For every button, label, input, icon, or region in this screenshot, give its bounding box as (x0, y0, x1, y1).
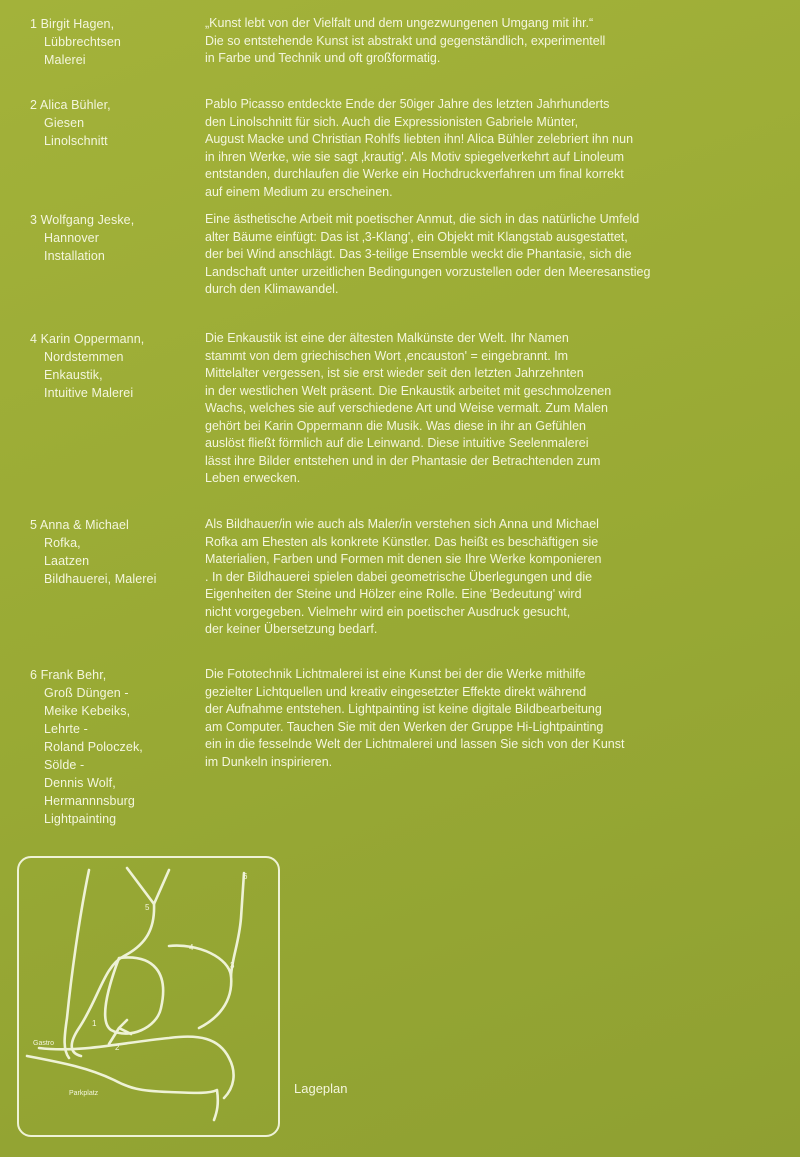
description-line: gehört bei Karin Oppermann die Musik. Was diese in ihr an Gefühlen (205, 418, 586, 433)
description-line: Landschaft unter urzeitlichen Bedingungen vorzustellen oder den Meeresanstieg (205, 264, 651, 279)
artist-line: Meike Kebeiks, (44, 704, 131, 718)
map-path-center (72, 904, 154, 1056)
artist-line: 2 Alica Bühler, (30, 98, 111, 112)
artist-line: Intuitive Malerei (44, 386, 134, 400)
artist-line: 4 Karin Oppermann, (30, 332, 145, 346)
description-line: Die Fototechnik Lichtmalerei ist eine Kunst bei der die Werke mithilfe (205, 667, 586, 681)
artist-info (30, 211, 200, 265)
artist-line: Laatzen (44, 554, 90, 568)
map-marker-5: 5 (145, 903, 150, 912)
map-path-fork (127, 868, 169, 904)
description-line: nicht vorgegeben. Vielmehr wird ein poetischer Ausdruck gesucht, (205, 604, 571, 619)
description-line: Pablo Picasso entdeckte Ende der 50iger Jahre des letzten Jahrhunderts (205, 97, 610, 111)
artist-description (205, 211, 765, 299)
description-line: im Dunkeln inspirieren. (205, 754, 333, 769)
description-line: Materialien, Farben und Formen mit denen sie Ihre Werke komponieren (205, 552, 602, 566)
artist-line: Roland Poloczek, (44, 740, 143, 754)
artist-line: Lightpainting (44, 812, 117, 826)
artist-info (30, 330, 200, 402)
description-line: entstanden, durchlaufen die Werke ein Hochdruckverfahren um final korrekt (205, 167, 624, 181)
description-line: Die so entstehende Kunst ist abstrakt und gegenständlich, experimentell (205, 33, 606, 48)
artist-line: 1 Birgit Hagen, (30, 17, 115, 31)
description-line: durch den Klimawandel. (205, 282, 339, 296)
description-line: Leben erwecken. (205, 471, 301, 485)
map-paths (19, 858, 282, 1139)
artist-line: Groß Düngen - (44, 686, 129, 700)
map-marker-6: 6 (243, 872, 248, 881)
artist-line: Enkaustik, (44, 368, 103, 382)
description-line: Wachs, welches sie auf verschiedene Art und Weise vermalt. Zum Malen (205, 401, 608, 415)
description-line: in Farbe und Technik und oft großformatig. (205, 51, 441, 65)
description-line: auslöst fließt förmlich auf die Leinwand. Diese intuitive Seelenmalerei (205, 436, 589, 450)
description-line: lässt ihre Bilder entstehen und in der Phantasie der Betrachtenden zum (205, 453, 601, 468)
map-caption: Lageplan (294, 1081, 348, 1096)
artist-info (30, 15, 200, 69)
artist-info (30, 666, 200, 828)
artist-description (205, 330, 765, 488)
map-marker-4: 4 (189, 943, 194, 952)
artist-line: Rofka, (44, 536, 81, 550)
description-line: in ihren Werke, wie sie sagt ‚krautig'. Als Motiv spiegelverkehrt auf Linoleum (205, 149, 625, 164)
artist-line: Bildhauerei, Malerei (44, 572, 157, 586)
map-path-bottom (27, 1056, 218, 1120)
artist-line: 5 Anna & Michael (30, 518, 129, 532)
artist-line: 3 Wolfgang Jeske, (30, 213, 135, 227)
site-map (17, 856, 280, 1137)
map-marker-1: 1 (92, 1019, 97, 1028)
map-path-loop (105, 957, 163, 1033)
description-line: „Kunst lebt von der Vielfalt und dem ungezwungenen Umgang mit ihr.“ (205, 16, 594, 30)
description-line: der Aufnahme entstehen. Lightpainting ist keine digitale Bildbearbeitung (205, 702, 602, 716)
artist-line: Hannover (44, 231, 99, 245)
artist-line: Hermannnsburg (44, 794, 135, 808)
description-line: Die Enkaustik ist eine der ältesten Malkünste der Welt. Ihr Namen (205, 331, 569, 345)
description-line: Rofka am Ehesten als konkrete Künstler. Das heißt es beschäftigen sie (205, 534, 599, 549)
map-marker-2: 2 (115, 1043, 120, 1052)
artist-line: Giesen (44, 116, 85, 130)
artist-description (205, 96, 765, 201)
description-line: alter Bäume einfügt: Das ist ‚3-Klang', ein Objekt mit Klangstab ausgestattet, (205, 229, 628, 244)
artist-line: Dennis Wolf, (44, 776, 116, 790)
description-line: den Linolschnitt für sich. Auch die Expressionisten Gabriele Münter, (205, 114, 579, 129)
description-line: ein in die fesselnde Welt der Lichtmalerei und lassen Sie sich von der Kunst (205, 737, 625, 751)
description-line: Eine ästhetische Arbeit mit poetischer Anmut, die sich in das natürliche Umfeld (205, 212, 640, 226)
description-line: stammt von dem griechischen Wort ‚encauston' = eingebrannt. Im (205, 348, 569, 363)
artist-line: Malerei (44, 53, 86, 67)
artist-description (205, 516, 765, 639)
artist-info (30, 96, 200, 150)
description-line: am Computer. Tauchen Sie mit den Werken der Gruppe Hi-Lightpainting (205, 719, 604, 734)
artist-description (205, 15, 765, 68)
map-label-parkplatz: Parkplatz (69, 1090, 99, 1097)
artist-info (30, 516, 200, 588)
description-line: Als Bildhauer/in wie auch als Maler/in verstehen sich Anna und Michael (205, 517, 599, 531)
map-path-ring (169, 946, 231, 1028)
description-line: gezielter Lichtquellen und kreativ eingesetzter Effekte direkt während (205, 684, 587, 699)
description-line: . In der Bildhauerei spielen dabei geometrische Überlegungen und die (205, 569, 593, 584)
artist-line: Lehrte - (44, 722, 88, 736)
map-marker-3: 3 (230, 961, 235, 970)
artist-line: Installation (44, 249, 105, 263)
artist-line: Lübbrechtsen (44, 35, 121, 49)
artist-line: Nordstemmen (44, 350, 124, 364)
artist-description (205, 666, 765, 771)
map-label-gastro: Gastro (33, 1040, 55, 1047)
description-line: Eigenheiten der Steine und Hölzer eine Rolle. Eine 'Bedeutung' wird (205, 587, 582, 601)
description-line: auf einem Medium zu erscheinen. (205, 184, 393, 199)
description-line: der keiner Übersetzung bedarf. (205, 622, 378, 636)
description-line: in der westlichen Welt präsent. Die Enkaustik arbeitet mit geschmolzenen (205, 383, 612, 398)
description-line: August Macke und Christian Rohlfs liebten ihn! Alica Bühler zelebriert ihn nun (205, 132, 634, 146)
description-line: Mittelalter vergessen, ist sie erst wieder seit den letzten Jahrzehnten (205, 366, 584, 380)
description-line: der bei Wind anschlägt. Das 3-teilige Ensemble weckt die Phantasie, sich die (205, 247, 632, 261)
artist-line: Linolschnitt (44, 134, 108, 148)
artist-line: Sölde - (44, 758, 85, 772)
artist-line: 6 Frank Behr, (30, 668, 107, 682)
